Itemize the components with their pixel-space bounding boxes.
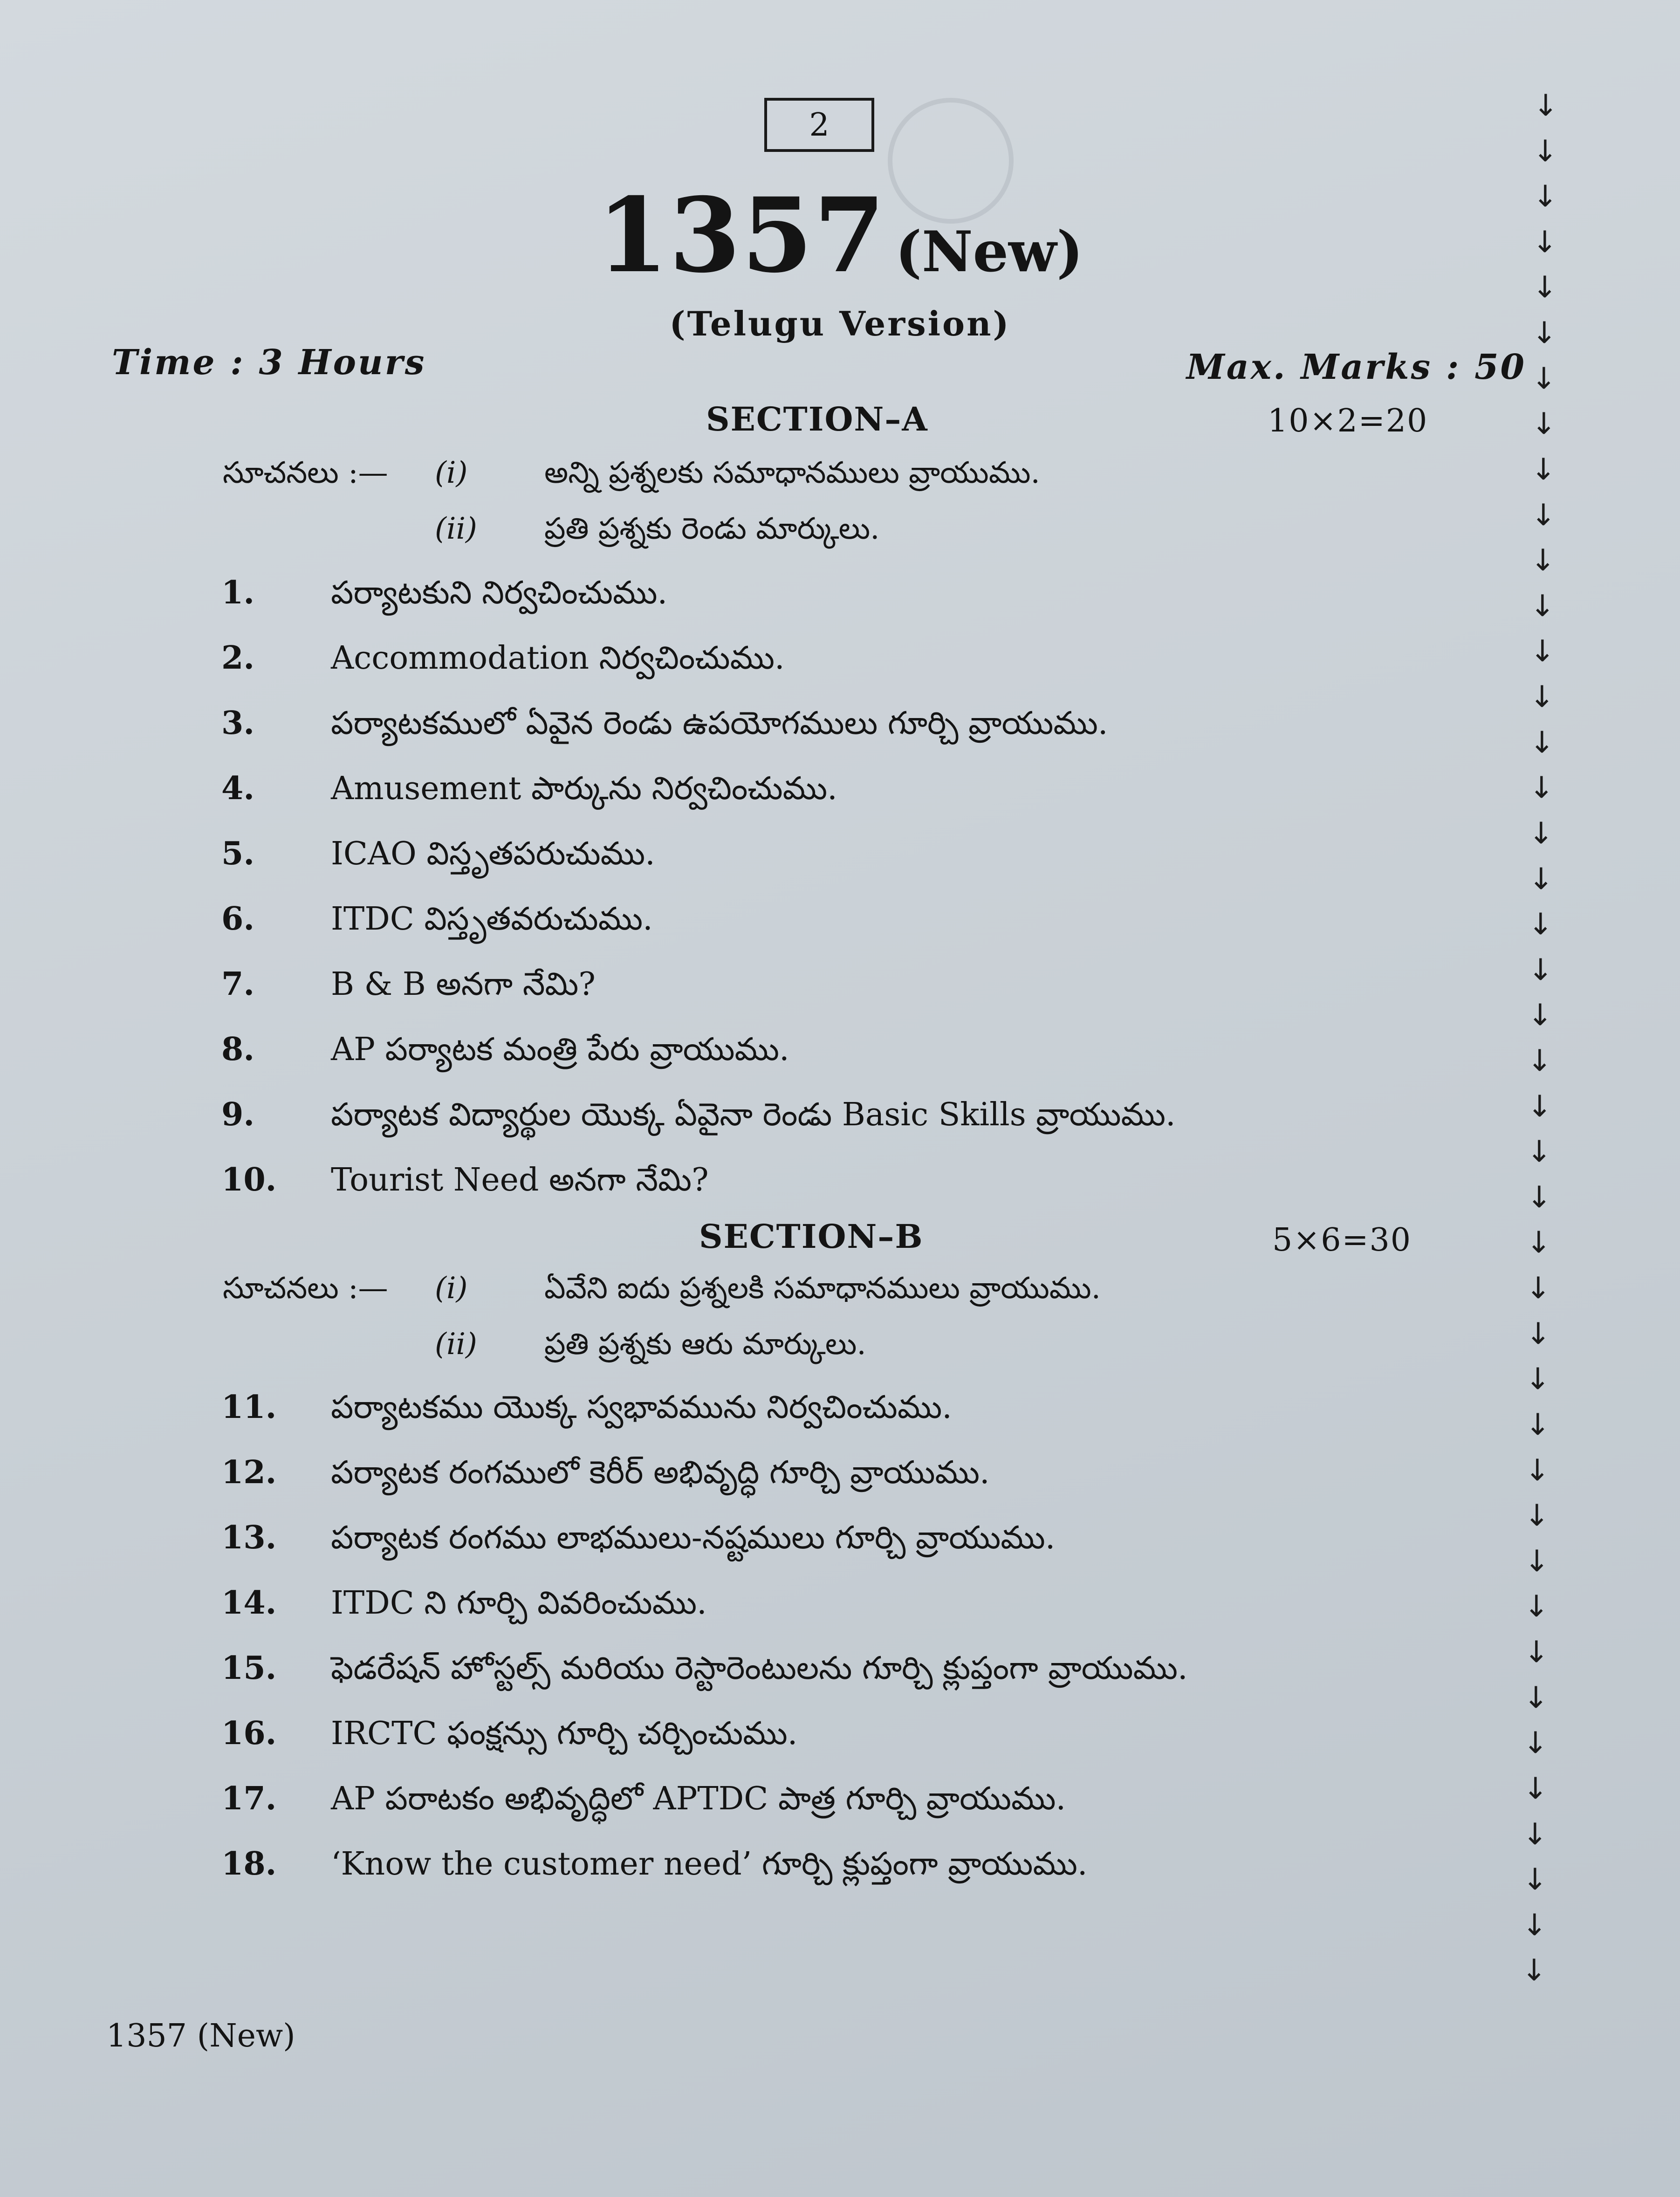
- margin-arrow-icon: ↓: [1527, 1044, 1552, 1078]
- margin-arrow-icon: ↓: [1527, 1180, 1552, 1215]
- question-number: 2.: [221, 639, 254, 677]
- question-number: 15.: [221, 1649, 277, 1687]
- margin-arrow-icon: ↓: [1522, 1817, 1548, 1852]
- instruction-number: (ii): [435, 1327, 477, 1362]
- margin-arrow-icon: ↓: [1529, 680, 1555, 714]
- instructions-label: సూచనలు :—: [223, 456, 388, 490]
- question-number: 14.: [221, 1584, 277, 1622]
- paper-code: 1357: [597, 175, 886, 295]
- question-text: AP పర్యాటక మంత్రి పేరు వ్రాయుము.: [331, 1031, 789, 1068]
- question-number: 17.: [221, 1780, 277, 1817]
- question-text: ITDC విస్తృతవరుచుము.: [331, 901, 653, 938]
- margin-arrow-icon: ↓: [1524, 1589, 1549, 1624]
- question-text: పర్యాటకములో ఏవైన రెండు ఉపయోగములు గూర్చి వ్రాయుము.: [331, 705, 1108, 742]
- section-b-title: SECTION–B: [699, 1217, 924, 1256]
- question-9: [221, 1096, 1176, 1141]
- question-number: 12.: [221, 1454, 277, 1491]
- margin-arrow-icon: ↓: [1529, 725, 1555, 760]
- question-text: పర్యాటకుని నిర్వచించుము.: [331, 575, 668, 611]
- margin-arrow-icon: ↓: [1526, 1271, 1551, 1306]
- question-number: 8.: [221, 1031, 254, 1068]
- question-4: [221, 770, 837, 814]
- question-17: [221, 1780, 1066, 1825]
- question-8: [221, 1031, 789, 1075]
- instruction-text: ప్రతి ప్రశ్నకు ఆరు మార్కులు.: [544, 1327, 866, 1362]
- question-number: 11.: [221, 1389, 277, 1426]
- time-label: Time : 3 Hours: [112, 342, 426, 383]
- instruction-number: (i): [435, 456, 468, 490]
- paper-code-title: [0, 175, 1680, 295]
- question-number: 5.: [221, 835, 254, 872]
- question-text: ICAO విస్తృతపరుచుము.: [331, 835, 655, 872]
- question-text: B & B అనగా నేమి?: [331, 966, 596, 1003]
- section-a-instruction-2: [223, 512, 879, 553]
- section-a-instruction-1: [223, 456, 1040, 497]
- margin-arrow-icon: ↓: [1532, 270, 1557, 305]
- margin-arrow-icon: ↓: [1524, 1544, 1550, 1579]
- instruction-text: అన్ని ప్రశ్నలకు సమాధానములు వ్రాయుము.: [544, 456, 1040, 490]
- question-text: పర్యాటక విద్యార్థుల యొక్క ఏవైనా రెండు Basic Skills వ్రాయుము.: [331, 1096, 1176, 1133]
- margin-arrow-icon: ↓: [1523, 1772, 1548, 1806]
- question-13: [221, 1519, 1055, 1564]
- margin-arrow-icon: ↓: [1531, 452, 1556, 487]
- version-label: (Telugu Version): [669, 304, 1011, 343]
- question-text: Accommodation నిర్వచించుము.: [331, 640, 785, 677]
- question-18: [221, 1845, 1088, 1890]
- margin-arrow-icon: ↓: [1525, 1453, 1550, 1488]
- question-text: ‘Know the customer need’ గూర్చి క్లుప్తంగా వ్రాయుము.: [331, 1846, 1088, 1882]
- margin-arrow-icon: ↓: [1532, 225, 1557, 260]
- question-2: [221, 639, 785, 684]
- question-number: 3.: [221, 705, 254, 742]
- question-text: Tourist Need అనగా నేమి?: [331, 1162, 709, 1198]
- question-3: [221, 705, 1108, 749]
- margin-arrow-icon: ↓: [1529, 771, 1554, 805]
- margin-arrow-icon: ↓: [1529, 816, 1554, 851]
- question-number: 6.: [221, 900, 254, 938]
- question-number: 13.: [221, 1519, 277, 1556]
- question-number: 1.: [221, 574, 254, 611]
- question-number: 7.: [221, 965, 254, 1003]
- margin-arrow-icon: ↓: [1526, 1225, 1551, 1260]
- question-6: [221, 900, 653, 945]
- section-b-instruction-1: [223, 1271, 1101, 1313]
- section-b-instruction-2: [223, 1327, 866, 1369]
- question-text: AP పరాటకం అభివృద్ధిలో APTDC పాత్ర గూర్చి వ్రాయుము.: [331, 1780, 1066, 1817]
- question-text: పర్యాటక రంగములో కెరీర్ అభివృద్ధి గూర్చి వ్రాయుము.: [331, 1454, 990, 1491]
- question-number: 16.: [221, 1715, 277, 1752]
- question-12: [221, 1454, 990, 1499]
- question-number: 9.: [221, 1096, 254, 1133]
- max-marks-label: Max. Marks : 50: [1186, 347, 1526, 387]
- margin-arrow-icon: ↓: [1528, 953, 1553, 987]
- margin-arrow-icon: ↓: [1531, 362, 1557, 396]
- question-5: [221, 835, 655, 880]
- margin-arrow-icon: ↓: [1525, 1362, 1550, 1396]
- instruction-number: (i): [435, 1271, 468, 1306]
- question-text: పర్యాటక రంగము లాభములు-నష్టములు గూర్చి వ్రాయుము.: [331, 1519, 1056, 1556]
- footer-paper-code: 1357 (New): [106, 2018, 295, 2054]
- margin-arrow-icon: ↓: [1530, 589, 1555, 623]
- margin-arrow-icon: ↓: [1530, 634, 1555, 669]
- question-15: [221, 1649, 1188, 1694]
- question-1: [221, 574, 667, 619]
- margin-arrow-icon: ↓: [1522, 1862, 1548, 1897]
- paper-code-suffix: (New): [895, 219, 1083, 285]
- margin-arrow-icon: ↓: [1531, 407, 1557, 441]
- margin-arrow-icon: ↓: [1527, 1089, 1552, 1124]
- section-a-title: SECTION–A: [706, 400, 928, 438]
- margin-arrow-icon: ↓: [1525, 1408, 1550, 1442]
- instruction-text: ప్రతి ప్రశ్నకు రెండు మార్కులు.: [544, 512, 880, 546]
- instruction-number: (ii): [435, 512, 477, 546]
- question-text: IRCTC ఫంక్షన్సు గూర్చి చర్చించుము.: [331, 1715, 798, 1752]
- margin-arrow-icon: ↓: [1523, 1726, 1548, 1760]
- question-number: 4.: [221, 770, 254, 807]
- page-number-box: [764, 98, 874, 152]
- margin-arrow-icon: ↓: [1522, 1908, 1547, 1943]
- margin-arrow-icon: ↓: [1531, 498, 1556, 533]
- question-text: ITDC ని గూర్చి వివరించుము.: [331, 1585, 707, 1622]
- margin-arrow-icon: ↓: [1526, 1317, 1551, 1351]
- margin-arrow-icon: ↓: [1533, 134, 1558, 169]
- instructions-label: సూచనలు :—: [223, 1271, 388, 1306]
- question-number: 10.: [221, 1161, 277, 1198]
- question-14: [221, 1584, 707, 1629]
- margin-arrow-icon: ↓: [1528, 907, 1553, 942]
- section-a-marks: 10×2=20: [1268, 403, 1428, 439]
- page-number: 2: [809, 106, 830, 144]
- margin-arrow-icon: ↓: [1530, 543, 1556, 578]
- margin-arrow-icon: ↓: [1528, 998, 1553, 1033]
- question-16: [221, 1715, 797, 1759]
- question-number: 18.: [221, 1845, 277, 1882]
- margin-arrow-icon: ↓: [1529, 862, 1554, 897]
- margin-arrow-icon: ↓: [1533, 179, 1558, 214]
- margin-arrow-icon: ↓: [1522, 1953, 1547, 1988]
- margin-arrow-icon: ↓: [1523, 1681, 1549, 1715]
- margin-arrow-icon: ↓: [1532, 316, 1557, 350]
- section-b-marks: 5×6=30: [1272, 1222, 1412, 1259]
- question-text: పర్యాటకము యొక్క స్వభావమును నిర్వచించుము.: [331, 1389, 952, 1426]
- question-11: [221, 1389, 952, 1433]
- question-7: [221, 965, 596, 1010]
- margin-arrow-icon: ↓: [1533, 89, 1558, 123]
- question-text: Amusement పార్కును నిర్వచించుము.: [331, 770, 837, 807]
- margin-arrow-icon: ↓: [1524, 1635, 1549, 1670]
- question-10: [221, 1161, 709, 1206]
- margin-arrow-icon: ↓: [1524, 1499, 1550, 1533]
- instruction-text: ఏవేని ఐదు ప్రశ్నలకి సమాధానములు వ్రాయుము.: [544, 1271, 1101, 1306]
- margin-arrow-icon: ↓: [1527, 1135, 1552, 1169]
- question-text: ఫెడరేషన్ హోస్టల్స్ మరియు రెస్టారెంటులను గూర్చి క్లుప్తంగా వ్రాయుము.: [331, 1650, 1188, 1687]
